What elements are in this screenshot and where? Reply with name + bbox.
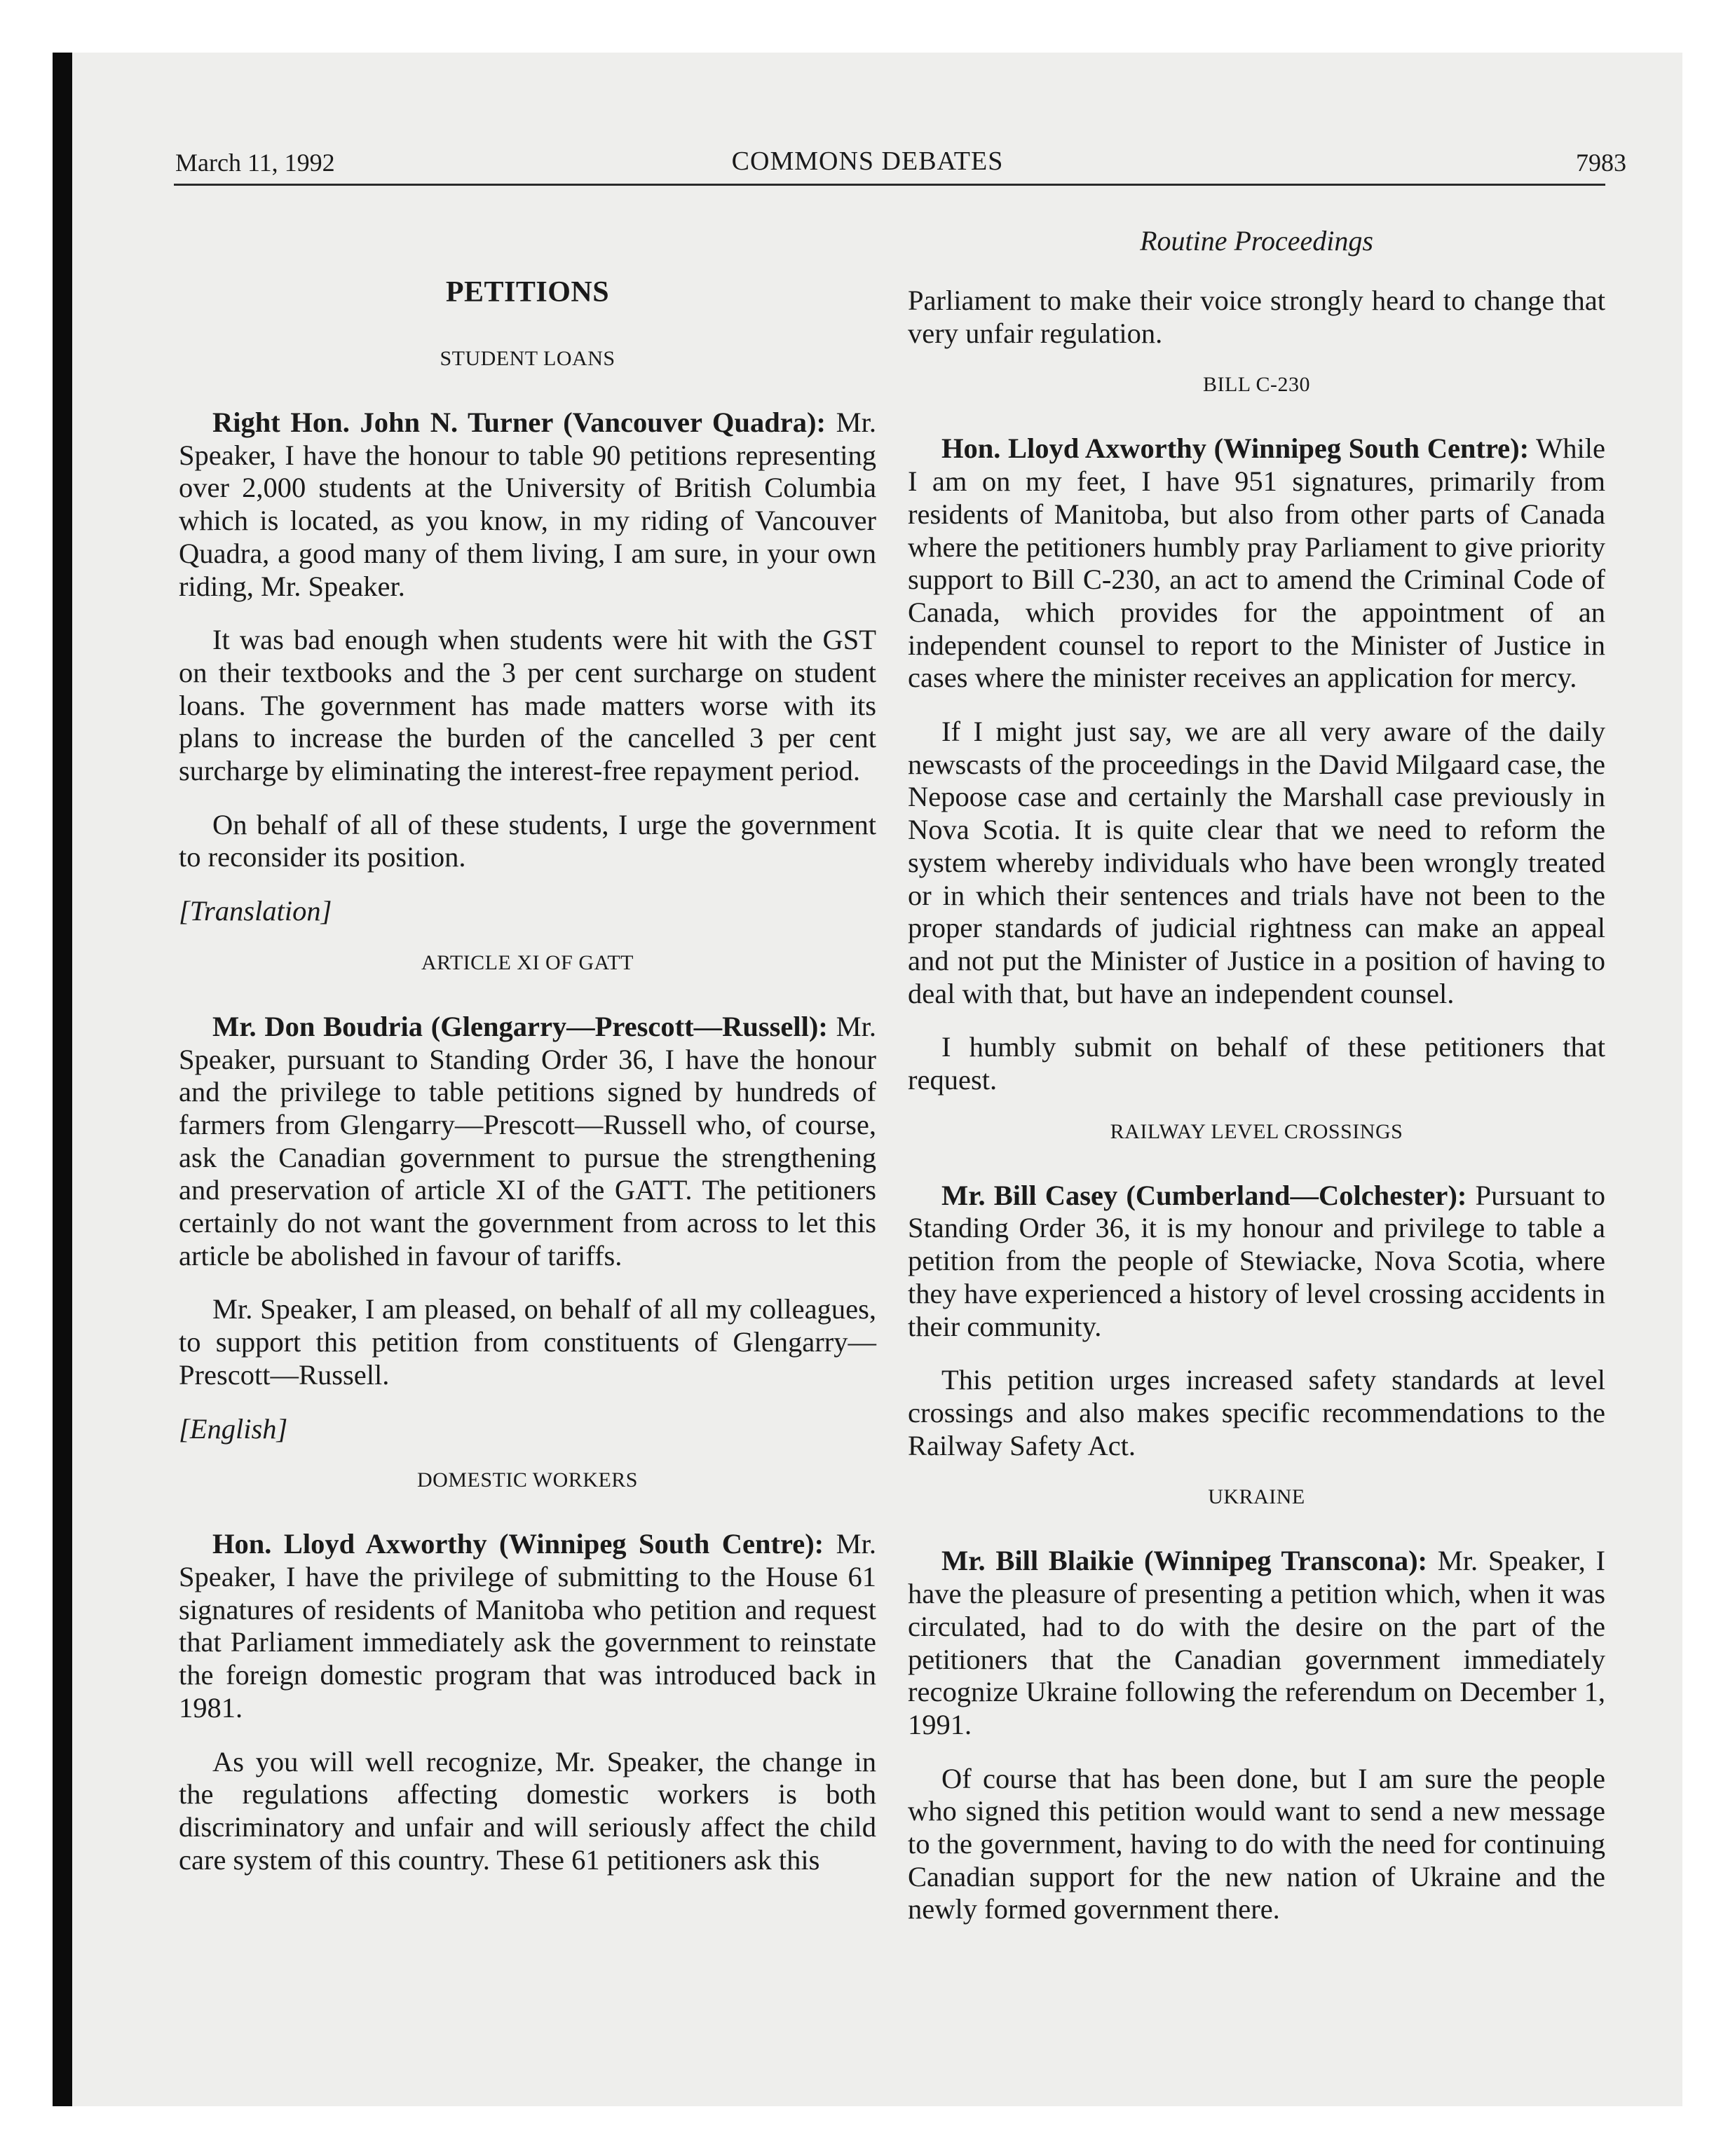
running-head: Routine Proceedings [1140, 225, 1373, 257]
heading-railway-level-crossings: RAILWAY LEVEL CROSSINGS [1110, 1119, 1403, 1143]
speaker-name: Mr. Bill Casey (Cumberland—Colchester): [941, 1179, 1467, 1211]
paragraph: On behalf of all of these students, I urge the government to reconsider its position. [179, 808, 876, 873]
heading-bill-c-230: BILL C-230 [1202, 373, 1311, 397]
right-column [908, 226, 1605, 1947]
speaker-name: Mr. Don Boudria (Glengarry—Prescott—Russell): [212, 1010, 828, 1042]
paragraph-continuation: Parliament to make their voice strongly heard to change that very unfair regulation. [908, 285, 1605, 349]
paragraph: This petition urges increased safety standards at level crossings and also makes specific recommendations to the Railway Safety Act. [908, 1364, 1605, 1461]
heading-student-loans: STUDENT LOANS [440, 347, 615, 370]
paragraph: Mr. Speaker, I am pleased, on behalf of all my colleagues, to support this petition from constituents of Glengarry—Prescott—Russell. [179, 1293, 876, 1391]
speaker-name: Hon. Lloyd Axworthy (Winnipeg South Centre): [212, 1528, 824, 1560]
paragraph-text: Mr. Speaker, I have the privilege of submitting to the House 61 signatures of residents of Manitoba who petition and request that Parliament immediately ask the government to reinstate the foreign domestic program that was introduced back in 1981. [179, 1528, 876, 1724]
paragraph: If I might just say, we are all very aware of the daily newscasts of the proceedings in the David Milgaard case, the Nepoose case and certainly the Marshall case previously in Nova Scotia. It is quite clear that we need to reform the system whereby individuals who have been wrongly treated or in which their sentences and trials have not been to the proper standards of judicial rightness can make an appeal and not put the Minister of Justice in a position of having to deal with that, but have an independent counsel. [908, 716, 1605, 1009]
heading-ukraine: UKRAINE [1208, 1485, 1305, 1509]
header-date: March 11, 1992 [175, 149, 335, 177]
english-marker: [English] [179, 1412, 288, 1445]
binding-shadow-edge [53, 53, 72, 2106]
paragraph-boudria [179, 1011, 876, 1273]
paragraph-text: Pursuant to Standing Order 36, it is my honour and privilege to table a petition from the people of Stewiacke, Nova Scotia, where they have experienced a history of level crossing accidents in their community. [908, 1179, 1605, 1342]
left-column [179, 266, 876, 1897]
paragraph-axworthy [179, 1528, 876, 1724]
paragraph-text: Mr. Speaker, pursuant to Standing Order 36, I have the honour and the privilege to table petitions signed by hundreds of farmers from Glengarry—Prescott—Russell who, of course, ask the Canadian government to pursue the strengthening and preservation of article XI of the GATT. The petitioners certainly do not want the government from across to let this article be abolished in favour of tariffs. [179, 1010, 877, 1271]
paragraph: It was bad enough when students were hit with the GST on their textbooks and the 3 per cent surcharge on student loans. The government has made matters worse with its plans to increase the burden of the cancelled 3 per cent surcharge by eliminating the interest-free repayment period. [179, 624, 876, 787]
paragraph: As you will well recognize, Mr. Speaker, the change in the regulations affecting domestic workers is both discriminatory and unfair and will seriously affect the child care system of this country. These 61 petitioners ask this [179, 1745, 876, 1876]
heading-domestic-workers: DOMESTIC WORKERS [417, 1468, 638, 1492]
paragraph: Of course that has been done, but I am sure the people who signed this petition would want to send a new message to the government, having to do with the need for continuing Canadian support for the new nation of Ukraine and the newly formed government there. [908, 1762, 1605, 1925]
speaker-name: Mr. Bill Blaikie (Winnipeg Transcona): [941, 1545, 1428, 1577]
paragraph-turner [179, 407, 876, 603]
heading-article-xi-gatt: ARTICLE XI OF GATT [421, 950, 634, 974]
section-title-petitions: PETITIONS [445, 276, 610, 308]
paragraph-blaikie [908, 1545, 1605, 1741]
paragraph-text: Mr. Speaker, I have the honour to table 90 petitions representing over 2,000 students at the University of British Columbia which is located, as you know, in my riding of Vancouver Quadra, a good many of them living, I am sure, in your own riding, Mr. Speaker. [179, 407, 876, 602]
translation-marker: [Translation] [179, 895, 332, 927]
header-publication-title: COMMONS DEBATES [731, 146, 1004, 176]
paragraph-text: Mr. Speaker, I have the pleasure of presenting a petition which, when it was circulated, had to do with the desire on the part of the petitioners that the Canadian government immediately recognize Ukraine following the referendum on December 1, 1991. [908, 1545, 1605, 1740]
paragraph-casey [908, 1180, 1605, 1344]
paragraph-text: While I am on my feet, I have 951 signatures, primarily from residents of Manitoba, but also from other parts of Canada where the petitioners humbly pray Parliament to give priority support to Bill C-230, an act to amend the Criminal Code of Canada, which provides for the appointment of an independent counsel to report to the Minister of Justice in cases where the minister receives an application for mercy. [908, 432, 1605, 694]
speaker-name: Right Hon. John N. Turner (Vancouver Quadra): [212, 407, 826, 438]
paragraph: I humbly submit on behalf of these petitioners that request. [908, 1031, 1605, 1096]
header-rule [174, 184, 1605, 186]
paragraph-axworthy-bill [908, 432, 1605, 695]
header-page-number: 7983 [1576, 149, 1626, 177]
speaker-name: Hon. Lloyd Axworthy (Winnipeg South Centre): [941, 432, 1530, 465]
